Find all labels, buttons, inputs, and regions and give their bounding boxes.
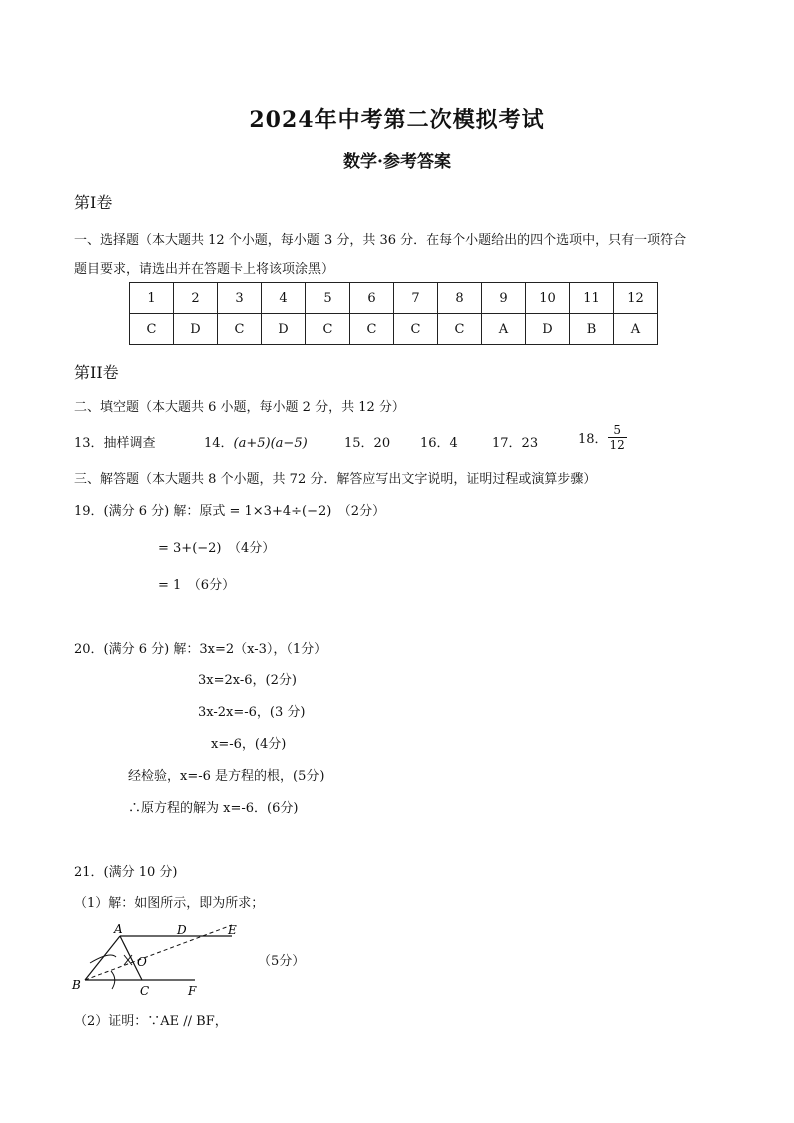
- table-cell: 2: [174, 283, 218, 314]
- answer-q16: 16．4: [420, 436, 458, 451]
- answer-q14: [204, 432, 308, 451]
- table-cell: 3: [218, 283, 262, 314]
- label-F: F: [188, 984, 197, 998]
- label-A: A: [114, 922, 123, 936]
- table-cell: D: [262, 314, 306, 345]
- segment-AB: [85, 936, 120, 980]
- table-cell: 11: [570, 283, 614, 314]
- table-cell: A: [614, 314, 658, 345]
- answer-q18-label: 18．: [578, 432, 608, 447]
- answer-table-number-row: [130, 283, 658, 314]
- table-cell: A: [482, 314, 526, 345]
- table-cell: 6: [350, 283, 394, 314]
- table-cell: 7: [394, 283, 438, 314]
- q20-line1: 20．(满分 6 分) 解：3x=2（x-3），（1分）: [74, 642, 328, 657]
- label-C: C: [140, 984, 150, 998]
- table-cell: C: [350, 314, 394, 345]
- fraction-numerator: 5: [613, 423, 621, 437]
- page-title: 2024年中考第二次模拟考试: [249, 107, 545, 133]
- label-O: O: [137, 955, 147, 969]
- q19-line2: = 3+(−2) （4分）: [158, 541, 276, 556]
- table-cell: 1: [130, 283, 174, 314]
- answer-q13: 13．抽样调查: [74, 436, 156, 451]
- q20-line3: 3x-2x=-6，(3 分): [198, 705, 306, 720]
- fraction-5-12: [608, 423, 627, 452]
- mc-instructions-line1: 一、选择题（本大题共 12 个小题，每小题 3 分，共 36 分．在每个小题给出的四个选项中，只有一项符合: [74, 233, 687, 248]
- geometry-figure: [70, 915, 270, 1000]
- q20-line4: x=-6，(4分): [211, 737, 287, 752]
- q20-line6: ∴原方程的解为 x=-6．(6分): [128, 801, 299, 816]
- label-D: D: [177, 923, 187, 937]
- answer-table-answer-row: [130, 314, 658, 345]
- part2-heading: 第II卷: [74, 363, 119, 382]
- answer-table: [129, 282, 658, 345]
- answer-q14-value: (a+5)(a−5): [233, 436, 308, 451]
- answer-q14-label: 14．: [204, 436, 234, 451]
- q21-part2: （2）证明：∵AE // BF，: [74, 1014, 228, 1029]
- mc-instructions-line2: 题目要求，请选出并在答题卡上将该项涂黑）: [74, 262, 335, 277]
- table-cell: C: [218, 314, 262, 345]
- label-B: B: [72, 978, 81, 992]
- table-cell: C: [130, 314, 174, 345]
- solve-heading: 三、解答题（本大题共 8 个小题，共 72 分．解答应写出文字说明，证明过程或演算步骤）: [74, 472, 597, 487]
- table-cell: C: [438, 314, 482, 345]
- part1-heading: 第Ⅰ卷: [74, 193, 113, 212]
- q19-line1: 19．(满分 6 分) 解：原式 = 1×3+4÷(−2) （2分）: [74, 504, 386, 519]
- q21-part1: （1）解：如图所示，即为所求；: [74, 896, 265, 911]
- table-cell: C: [306, 314, 350, 345]
- answer-q15: 15．20: [344, 436, 391, 451]
- label-E: E: [228, 923, 237, 937]
- q21-score: （5分）: [258, 954, 306, 969]
- construction-arc-top: [90, 955, 116, 963]
- table-cell: D: [526, 314, 570, 345]
- table-cell: D: [174, 314, 218, 345]
- table-cell: B: [570, 314, 614, 345]
- fraction-denominator: 12: [609, 438, 625, 452]
- table-cell: 5: [306, 283, 350, 314]
- q19-line3: = 1 （6分）: [158, 578, 236, 593]
- q20-line5: 经检验，x=-6 是方程的根，(5分): [128, 769, 325, 784]
- page-subtitle: 数学·参考答案: [343, 152, 451, 172]
- fill-blank-heading: 二、填空题（本大题共 6 小题，每小题 2 分，共 12 分）: [74, 400, 405, 415]
- q21-heading: 21．(满分 10 分): [74, 865, 178, 880]
- table-cell: 8: [438, 283, 482, 314]
- table-cell: 4: [262, 283, 306, 314]
- table-cell: C: [394, 314, 438, 345]
- table-cell: 12: [614, 283, 658, 314]
- table-cell: 10: [526, 283, 570, 314]
- q20-line2: 3x=2x-6，(2分): [198, 673, 297, 688]
- answer-q17: 17．23: [492, 436, 539, 451]
- table-cell: 9: [482, 283, 526, 314]
- answer-q18: [578, 423, 627, 452]
